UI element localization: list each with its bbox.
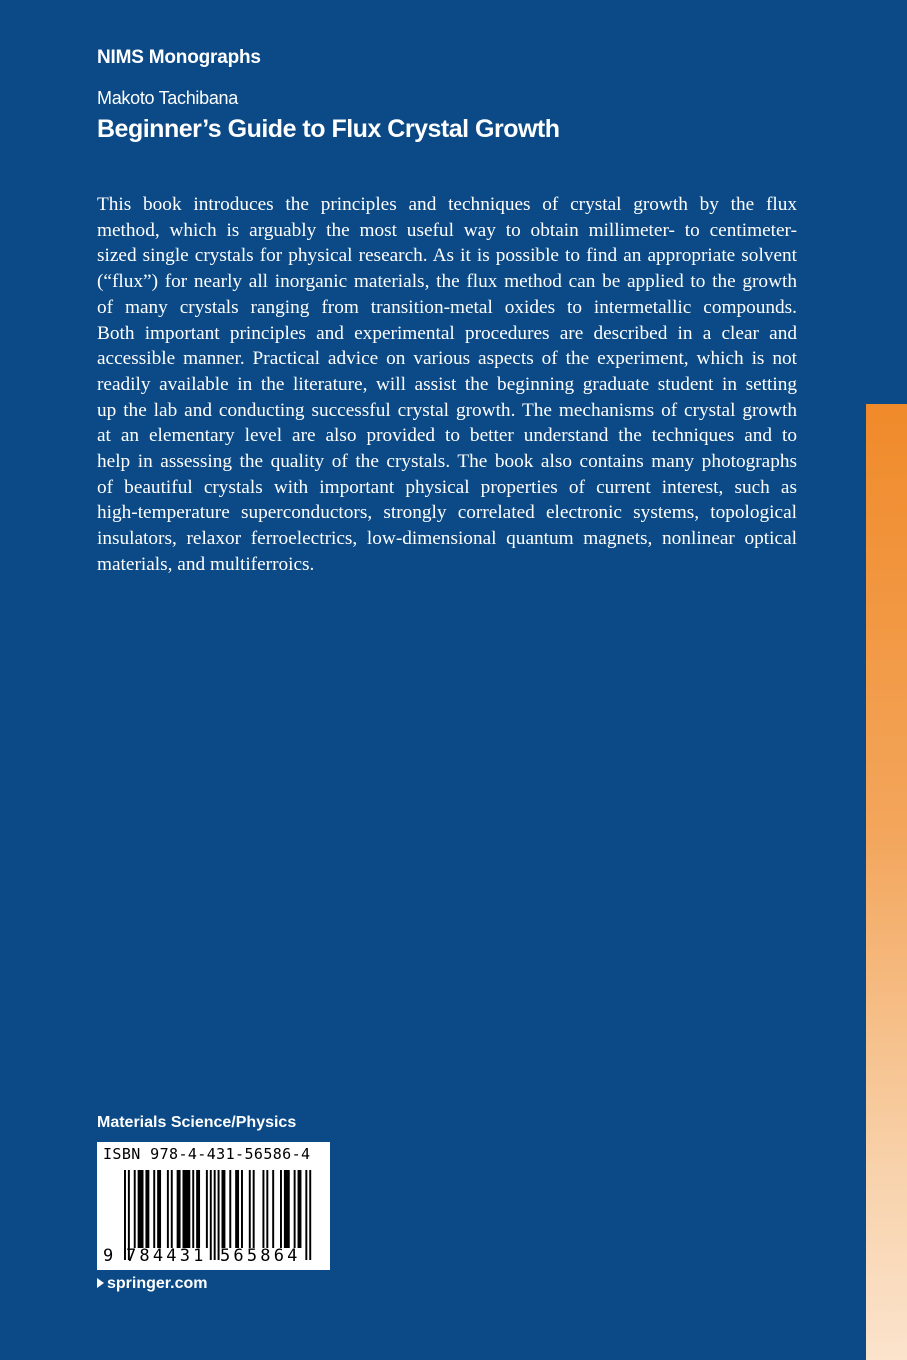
description-line: at an elementary level are also provided to better understand the techniques and to	[97, 425, 797, 447]
barcode-bar	[157, 1170, 161, 1248]
barcode-bar	[214, 1170, 216, 1260]
barcode-bar	[305, 1170, 307, 1260]
description-line: insulators, relaxor ferroelectrics, low-dimensional quantum magnets, nonlinear optical	[97, 528, 797, 550]
description-line: (“flux”) for nearly all inorganic materials, the flux method can be applied to the growth	[97, 271, 797, 293]
barcode-bar	[177, 1170, 181, 1248]
barcode-bar	[294, 1170, 296, 1248]
description-line: readily available in the literature, will assist the beginning graduate student in setting	[97, 373, 797, 395]
description-line: sized single crystals for physical research. As it is possible to find an appropriate solvent	[97, 245, 797, 267]
orange-edge-stripe	[866, 404, 907, 1360]
isbn-barcode	[97, 1142, 330, 1270]
description-line: accessible manner. Practical advice on various aspects of the experiment, which is not	[97, 348, 797, 370]
series-name: NIMS Monographs	[97, 47, 261, 68]
barcode-digits-left: 784431	[126, 1246, 207, 1266]
barcode-bar	[262, 1170, 264, 1248]
publisher-website[interactable]	[97, 1275, 207, 1293]
description-line: materials, and multiferroics.	[97, 553, 315, 575]
triangle-right-icon	[97, 1278, 104, 1288]
barcode-bar	[153, 1170, 155, 1248]
isbn-text: ISBN 978-4-431-56586-4	[103, 1145, 311, 1163]
barcode-bar	[222, 1170, 226, 1248]
barcode-bar	[192, 1170, 194, 1248]
book-title: Beginner’s Guide to Flux Crystal Growth	[97, 115, 560, 143]
barcode-bar	[266, 1170, 268, 1248]
barcode-bar	[280, 1170, 282, 1248]
barcode-bar	[206, 1170, 208, 1248]
book-description	[97, 192, 797, 578]
description-line: This book introduces the principles and techniques of crystal growth by the flux	[97, 194, 797, 215]
description-line: Both important principles and experimental procedures are described in a clear and	[97, 322, 797, 344]
barcode-bar	[145, 1170, 149, 1248]
description-line: of many crystals ranging from transition-metal oxides to intermetallic compounds.	[97, 296, 797, 318]
barcode-bar	[210, 1170, 212, 1260]
barcode-bar	[171, 1170, 173, 1248]
description-line: of beautiful crystals with important physical properties of current interest, such as	[97, 476, 797, 498]
description-line: up the lab and conducting successful crystal growth. The mechanisms of crystal growth	[97, 399, 797, 421]
barcode-bar	[196, 1170, 200, 1248]
edge-strip-top	[866, 0, 907, 404]
barcode-digit-prefix: 9	[103, 1246, 114, 1266]
barcode-bar	[138, 1170, 144, 1248]
barcode-bar	[298, 1170, 302, 1248]
barcode-bar	[253, 1170, 255, 1248]
barcode-bar	[284, 1170, 290, 1248]
website-label: springer.com	[107, 1275, 208, 1292]
description-line: help in assessing the quality of the crystals. The book also contains many photographs	[97, 451, 797, 473]
barcode-bar	[309, 1170, 311, 1260]
description-line: high-temperature superconductors, strongly correlated electronic systems, topological	[97, 502, 797, 524]
barcode-bar	[167, 1170, 169, 1248]
barcode-digits-right: 565864	[220, 1246, 301, 1266]
barcode-bar	[229, 1170, 231, 1248]
barcode-bar	[241, 1170, 243, 1248]
barcode-bar	[272, 1170, 274, 1248]
barcode-bar	[183, 1170, 191, 1248]
barcode-bar	[134, 1170, 136, 1248]
barcode-bar	[235, 1170, 239, 1248]
author-name: Makoto Tachibana	[97, 88, 238, 108]
barcode-bar	[249, 1170, 251, 1248]
description-line: method, which is arguably the most useful way to obtain millimeter- to centimeter-	[97, 219, 797, 241]
subject-category: Materials Science/Physics	[97, 1114, 297, 1131]
